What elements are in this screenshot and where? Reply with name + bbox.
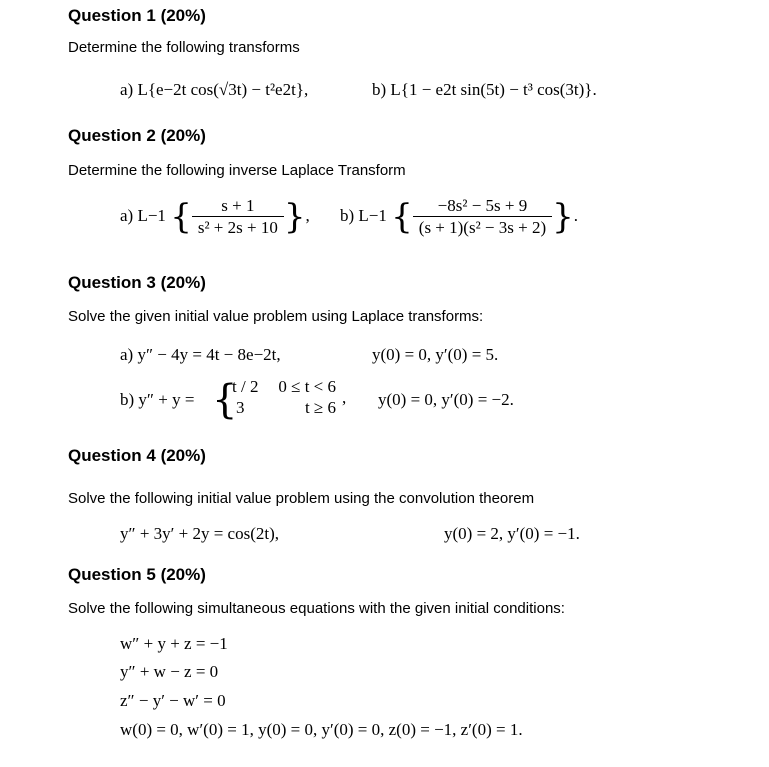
q2-part-a: a) L−1 { $\frac{s + 1}{\text{s² + 2s + 10}}$ },: [120, 196, 310, 237]
q3-part-b-comma: ,: [342, 388, 347, 407]
q2-a-label: a) L−1: [120, 205, 166, 225]
q5-prompt: Solve the following simultaneous equations with the given initial conditions:: [68, 600, 565, 617]
q3-part-a-initial-conditions: y(0) = 0, y′(0) = 5.: [372, 345, 499, 364]
q1-heading: Question 1 (20%): [68, 6, 206, 25]
q1-part-b: b) L{1 − e2t sin(5t) − t³ cos(3t)}.: [372, 80, 597, 99]
q4-initial-conditions: y(0) = 2, y′(0) = −1.: [444, 524, 580, 543]
q1-prompt: Determine the following transforms: [68, 39, 300, 56]
q5-equation-1: w″ + y + z = −1: [120, 634, 228, 653]
q3-case1-expr: t / 2: [232, 377, 259, 396]
q5-equation-3: z″ − y′ − w′ = 0: [120, 691, 226, 710]
q5-initial-conditions: w(0) = 0, w′(0) = 1, y(0) = 0, y′(0) = 0, z(0) = −1, z′(0) = 1.: [120, 720, 523, 739]
left-brace-icon: {: [170, 197, 192, 237]
q3-part-b-initial-conditions: y(0) = 0, y′(0) = −2.: [378, 390, 514, 409]
q2-b-denominator: (s + 1)(s² − 3s + 2): [413, 216, 552, 238]
q2-heading: Question 2 (20%): [68, 126, 206, 145]
q5-heading: Question 5 (20%): [68, 565, 206, 584]
right-brace-icon: }: [283, 197, 306, 237]
q2-b-numerator: −8s² − 5s + 9: [437, 196, 528, 215]
q2-b-fraction: [413, 196, 552, 238]
q4-heading: Question 4 (20%): [68, 446, 206, 465]
q2-part-b: b) L−1 { $\frac{\text{−8s² − 5s + 9}}{\text{(s + 1)(s² − 3s + 2)}}$ }.: [340, 196, 579, 237]
q3-case2-expr: 3: [236, 398, 245, 417]
q3-piecewise-expressions: [232, 376, 258, 418]
q5-equation-2: y″ + w − z = 0: [120, 662, 219, 681]
q3-part-a-equation: a) y″ − 4y = 4t − 8e−2t,: [120, 345, 281, 364]
q2-a-numerator: s + 1: [221, 196, 255, 215]
q4-equation: y″ + 3y′ + 2y = cos(2t),: [120, 524, 280, 543]
q3-prompt: Solve the given initial value problem using Laplace transforms:: [68, 308, 484, 325]
q2-a-denominator: s² + 2s + 10: [192, 216, 284, 238]
right-brace-icon: }: [552, 197, 574, 237]
q2-a-fraction: [192, 196, 284, 238]
q3-part-b-lhs: b) y″ + y =: [120, 390, 195, 409]
q3-heading: Question 3 (20%): [68, 273, 206, 292]
q2-b-label: b) L−1: [340, 205, 387, 225]
left-brace-icon: {: [391, 197, 413, 237]
q3-case2-cond: t ≥ 6: [304, 398, 336, 417]
q4-prompt: Solve the following initial value problem using the convolution theorem: [68, 490, 535, 507]
q3-case1-cond: 0 ≤ t < 6: [278, 377, 336, 396]
q1-part-a: a) L{e−2t cos(√3t) − t²e2t},: [120, 80, 309, 99]
q3-piecewise-conditions: [270, 376, 336, 418]
q2-prompt: Determine the following inverse Laplace Transform: [68, 162, 406, 179]
